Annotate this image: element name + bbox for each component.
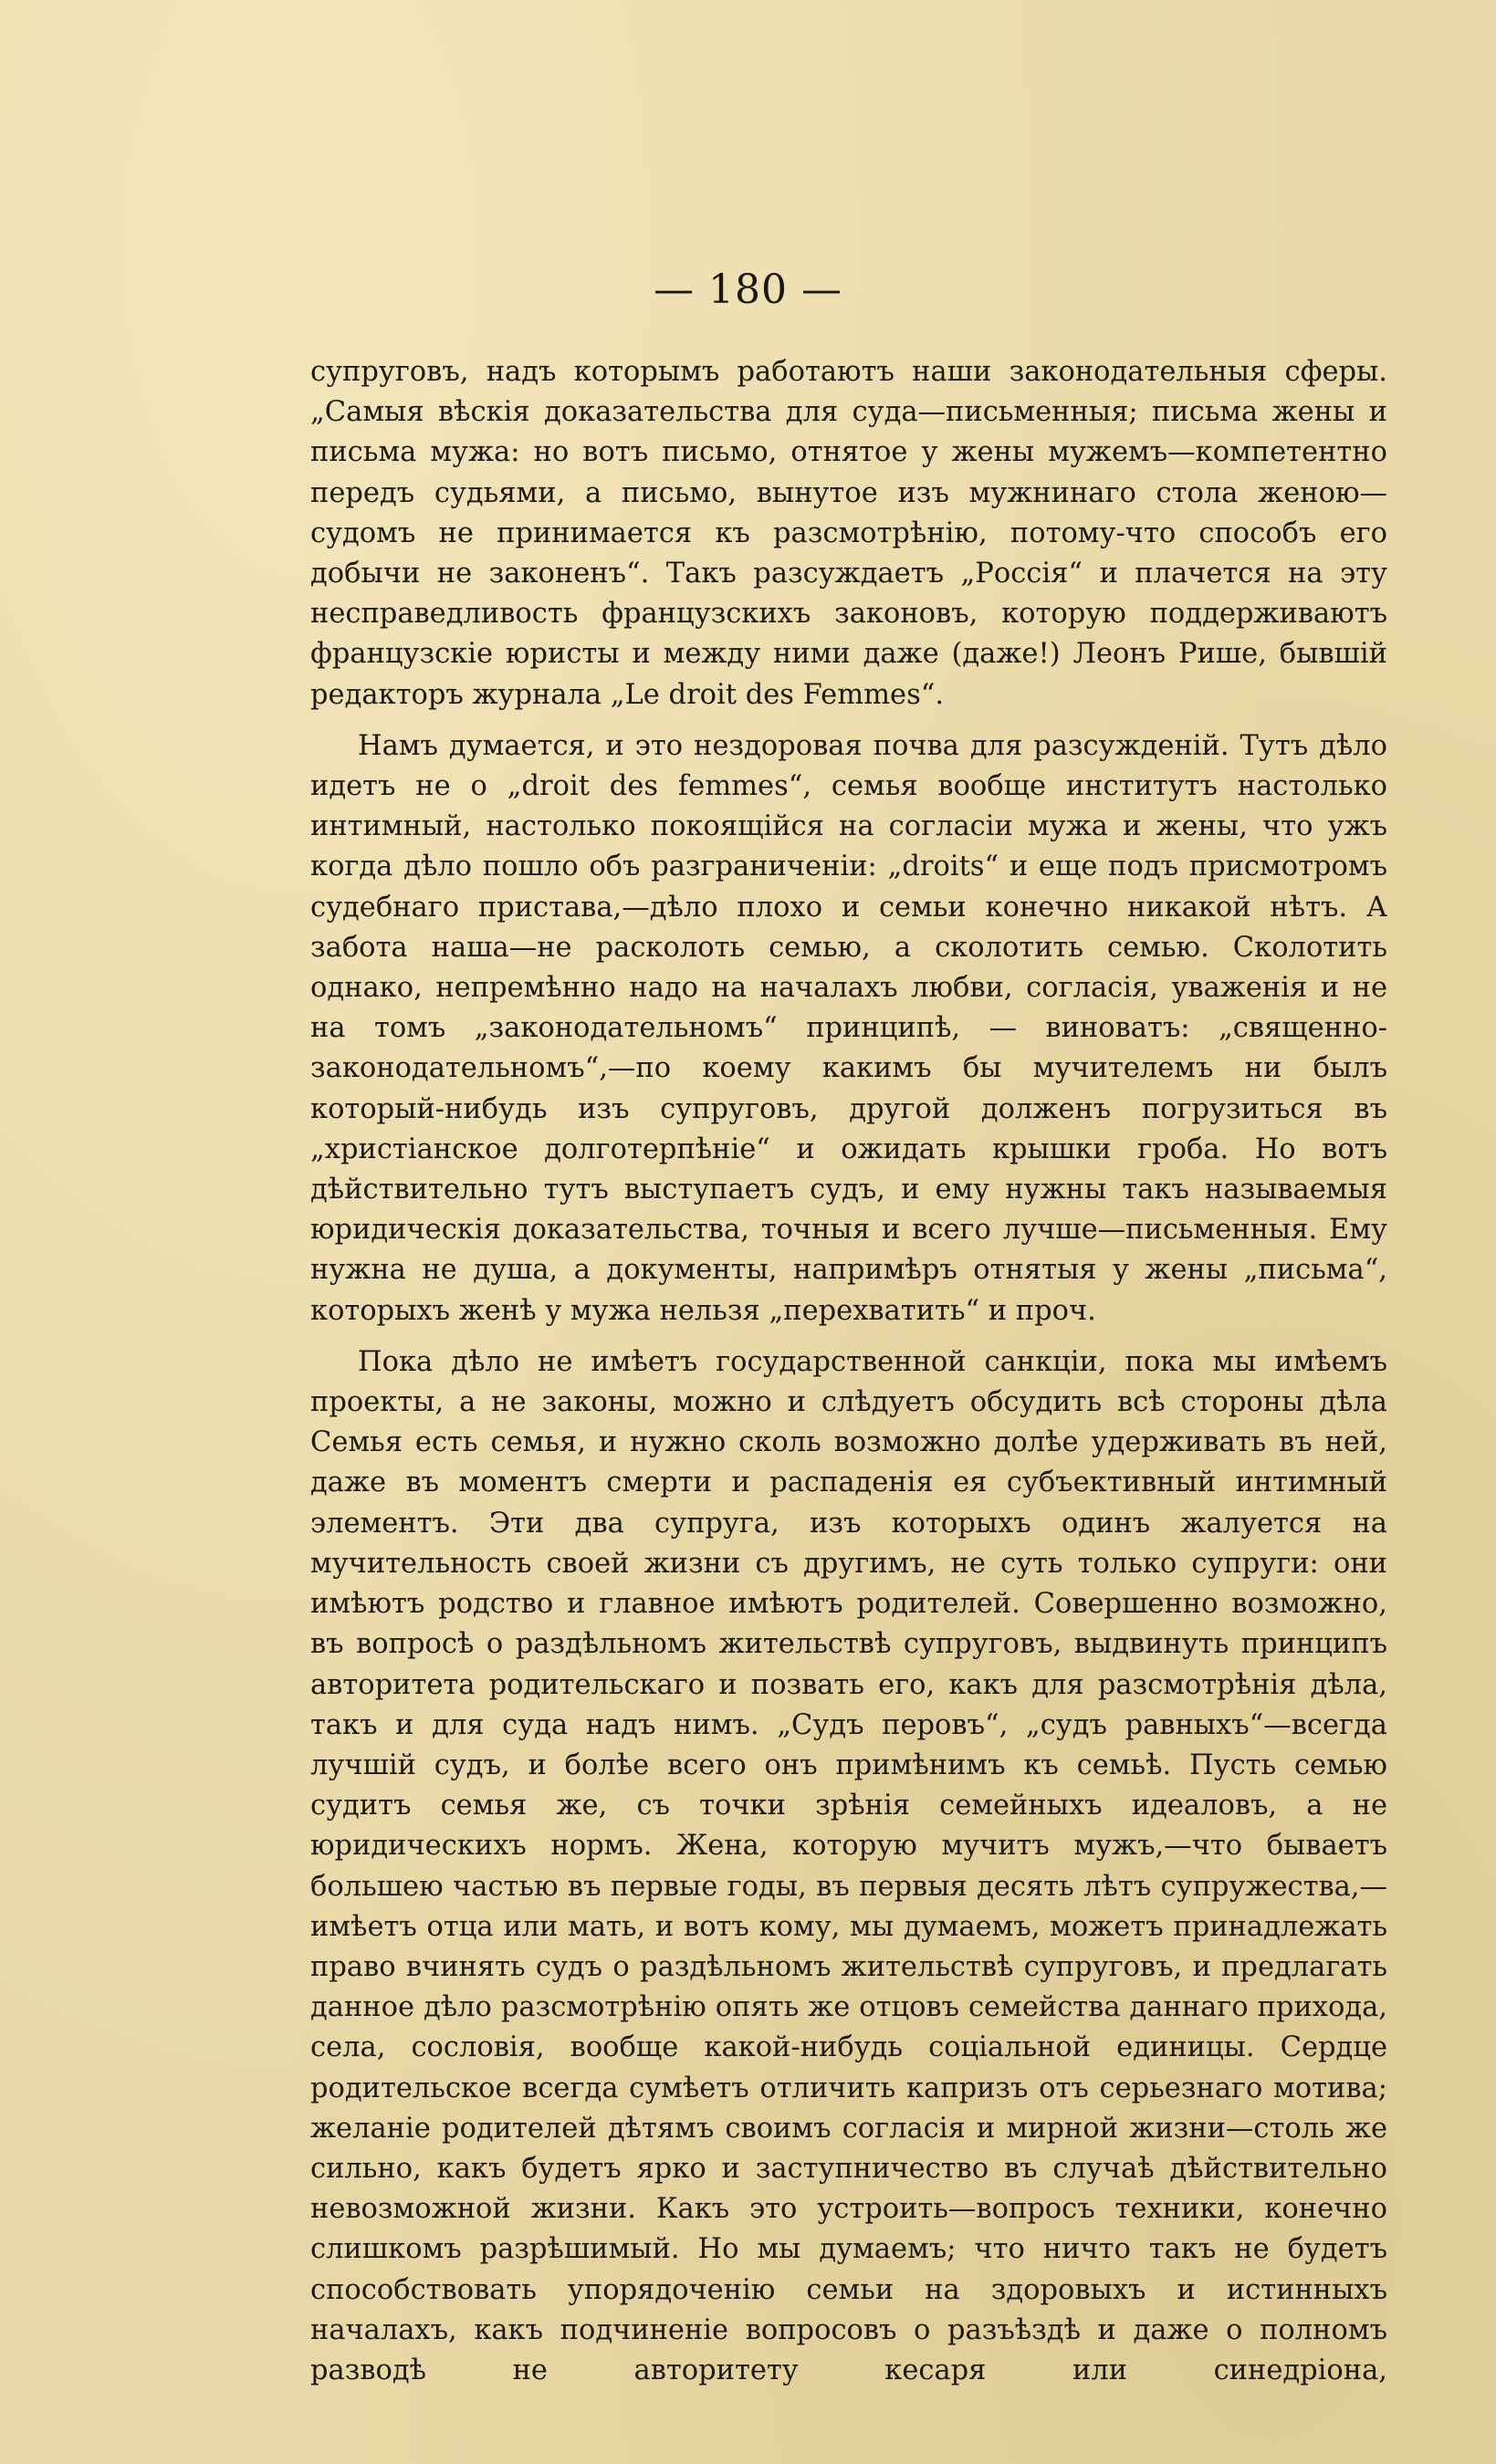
page-number: — 180 — (654, 266, 842, 313)
paragraph-3: Пока дѣло не имѣетъ государственной санкціи, пока мы имѣемъ проекты, а не законы, можно и слѣдуетъ обсудить всѣ стороны дѣла Семья есть семья, и нужно сколь возможно долѣе удерживать въ ней, даже въ моментъ смерти и распаденія ея субъективный интимный элементъ. Эти два супруга, изъ которыхъ одинъ жалуется на мучительность своей жизни съ другимъ, не суть только супруги: они имѣютъ родство и главное имѣютъ родителей. Совершенно возможно, въ вопросѣ о раздѣльномъ жительствѣ супруговъ, выдвинуть принципъ авторитета родительскаго и позвать его, какъ для разсмотрѣнія дѣла, такъ и для суда надъ нимъ. „Судъ перовъ“, „судъ равныхъ“—всегда лучшій судъ, и болѣе всего онъ примѣнимъ къ семьѣ. Пусть семью судитъ семья же, съ точки зрѣнія семейныхъ идеаловъ, а не юридическихъ нормъ. Жена, которую мучитъ мужъ,—что бываетъ большею частью въ первые годы, въ первыя десять лѣтъ супружества,—имѣетъ отца или мать, и вотъ кому, мы думаемъ, можетъ принадлежать право вчинять судъ о раздѣльномъ жительствѣ супруговъ, и предлагать данное дѣло разсмотрѣнію опять же отцовъ семейства даннаго прихода, села, сословія, вообще какой-нибудь соціальной единицы. Сердце родительское всегда сумѣетъ отличить капризъ отъ серьезнаго мотива; желаніе родителей дѣтямъ своимъ согласія и мирной жизни—столь же сильно, какъ будетъ ярко и заступничество въ случаѣ дѣйствительно невозможной жизни. Какъ это устроить—вопросъ техники, конечно слишкомъ разрѣшимый. Но мы думаемъ; что ничто такъ не будетъ способствовать упорядоченію семьи на здоровыхъ и истинныхъ началахъ, какъ подчиненіе вопросовъ о разъѣздѣ и даже о полномъ разводѣ не авторитету кесаря или синедріона, (310, 1345, 1387, 2386)
paragraph-gap (310, 1331, 1387, 1342)
paragraph-1: супруговъ, надъ которымъ работаютъ наши законодательныя сферы. „Самыя вѣскія доказательства для суда—письменныя; письма жены и письма мужа: но вотъ письмо, отнятое у жены мужемъ—компетентно передъ судьями, а письмо, вынутое изъ мужнинаго стола женою—судомъ не принимается къ разсмотрѣнію, потому-что способъ его добычи не законенъ“. Такъ разсуждаетъ „Россія“ и плачется на эту несправедливость французскихъ законовъ, которую поддерживаютъ французскіе юристы и между ними даже (даже!) Леонъ Рише, бывшій редакторъ журнала „Le droit des Femmes“. (310, 356, 1387, 711)
paragraph-gap (310, 715, 1387, 726)
body-text (310, 352, 1387, 2391)
paragraph-2: Намъ думается, и это нездоровая почва для разсужденій. Тутъ дѣло идетъ не о „droit des femmes“, семья вообще институтъ настолько интимный, настолько покоящійся на согласіи мужа и жены, что ужъ когда дѣло пошло объ разграниченіи: „droits“ и еще подъ присмотромъ судебнаго пристава,—дѣло плохо и семьи конечно никакой нѣтъ. А забота наша—не расколоть семью, а сколотить семью. Сколотить однако, непремѣнно надо на началахъ любви, согласія, уваженія и не на томъ „законодательномъ“ принципѣ, — виноватъ: „священно-законодательномъ“,—по коему какимъ бы мучителемъ ни былъ который-нибудь изъ супруговъ, другой долженъ погрузиться въ „христіанское долготерпѣніе“ и ожидать крышки гроба. Но вотъ дѣйствительно тутъ выступаетъ судъ, и ему нужны такъ называемыя юридическія доказательства, точныя и всего лучше—письменныя. Ему нужна не душа, а документы, напримѣръ отнятыя у жены „письма“, которыхъ женѣ у мужа нельзя „перехватить“ и проч. (310, 729, 1387, 1327)
